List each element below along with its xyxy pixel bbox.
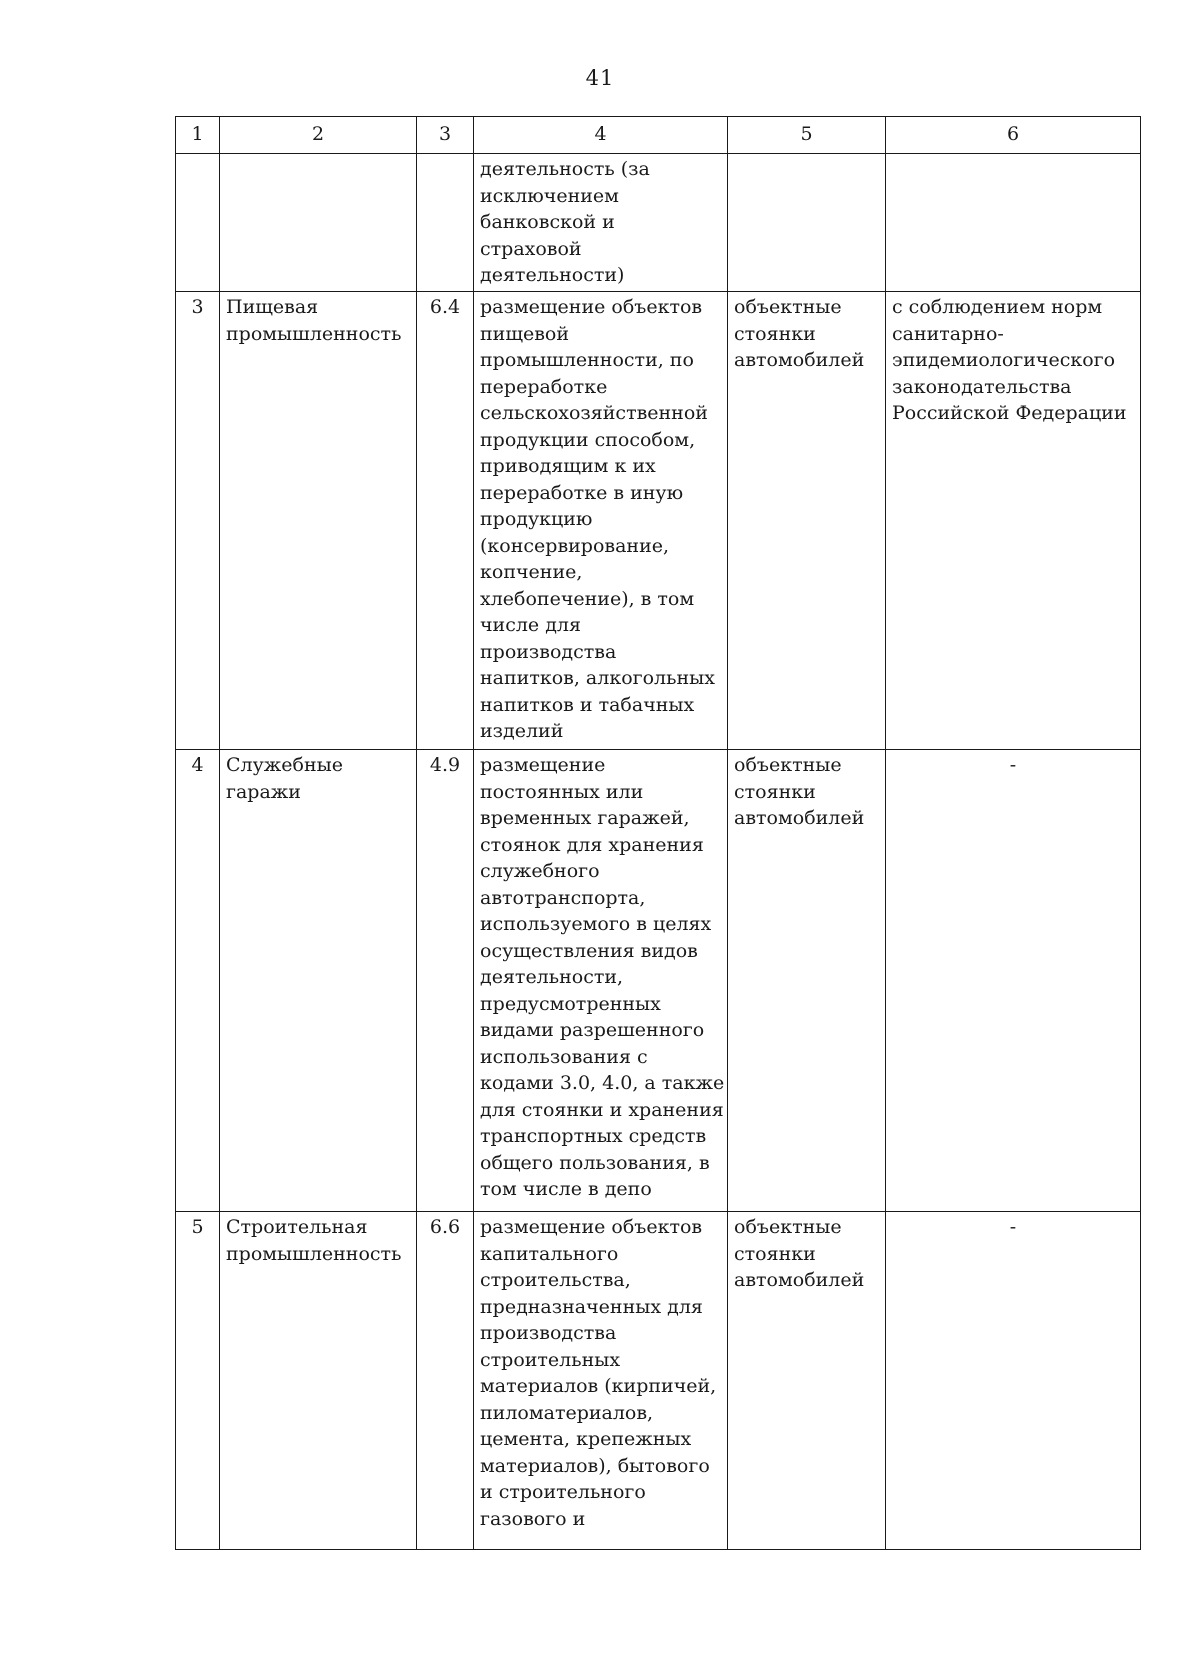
use-description: размещение объектов капитального строительства, предназначенных для производства строительных материалов (кирпичей, пиломатериалов, цемента, крепежных материалов), бытового и строительного газового и bbox=[474, 1212, 728, 1550]
use-name bbox=[220, 154, 417, 292]
header-col-5: 5 bbox=[728, 117, 886, 154]
use-name: Строительная промышленность bbox=[220, 1212, 417, 1550]
parking-requirement: объектные стоянки автомобилей bbox=[728, 750, 886, 1212]
row-number: 4 bbox=[176, 750, 220, 1212]
header-col-2: 2 bbox=[220, 117, 417, 154]
use-conditions: - bbox=[886, 750, 1141, 1212]
use-code: 6.6 bbox=[417, 1212, 474, 1550]
use-description: деятельность (за исключением банковской и страховой деятельности) bbox=[474, 154, 728, 292]
use-conditions bbox=[886, 154, 1141, 292]
page-number: 41 bbox=[585, 66, 615, 90]
use-code: 6.4 bbox=[417, 292, 474, 750]
use-name: Пищевая промышленность bbox=[220, 292, 417, 750]
row-number: 3 bbox=[176, 292, 220, 750]
header-row bbox=[176, 117, 1141, 154]
header-col-4: 4 bbox=[474, 117, 728, 154]
parking-requirement bbox=[728, 154, 886, 292]
table-row bbox=[176, 292, 1141, 750]
use-conditions: - bbox=[886, 1212, 1141, 1550]
land-use-table bbox=[175, 116, 1141, 1550]
use-conditions: с соблюдением норм санитарно- эпидемиологического законодательства Российской Федерации bbox=[886, 292, 1141, 750]
use-name: Служебные гаражи bbox=[220, 750, 417, 1212]
parking-requirement: объектные стоянки автомобилей bbox=[728, 1212, 886, 1550]
header-col-6: 6 bbox=[886, 117, 1141, 154]
row-number bbox=[176, 154, 220, 292]
table-header bbox=[176, 117, 1141, 154]
header-col-1: 1 bbox=[176, 117, 220, 154]
table-row bbox=[176, 154, 1141, 292]
header-col-3: 3 bbox=[417, 117, 474, 154]
parking-requirement: объектные стоянки автомобилей bbox=[728, 292, 886, 750]
use-description: размещение объектов пищевой промышленности, по переработке сельскохозяйственной продукции способом, приводящим к их переработке в иную продукцию (консервирование, копчение, хлебопечение), в том числе для производства напитков, алкогольных напитков и табачных изделий bbox=[474, 292, 728, 750]
use-code: 4.9 bbox=[417, 750, 474, 1212]
use-code bbox=[417, 154, 474, 292]
table-row bbox=[176, 1212, 1141, 1550]
table-body bbox=[176, 154, 1141, 1550]
table-row bbox=[176, 750, 1141, 1212]
row-number: 5 bbox=[176, 1212, 220, 1550]
use-description: размещение постоянных или временных гаражей, стоянок для хранения служебного автотранспорта, используемого в целях осуществления видов деятельности, предусмотренных видами разрешенного использования с кодами 3.0, 4.0, а также для стоянки и хранения транспортных средств общего пользования, в том числе в депо bbox=[474, 750, 728, 1212]
